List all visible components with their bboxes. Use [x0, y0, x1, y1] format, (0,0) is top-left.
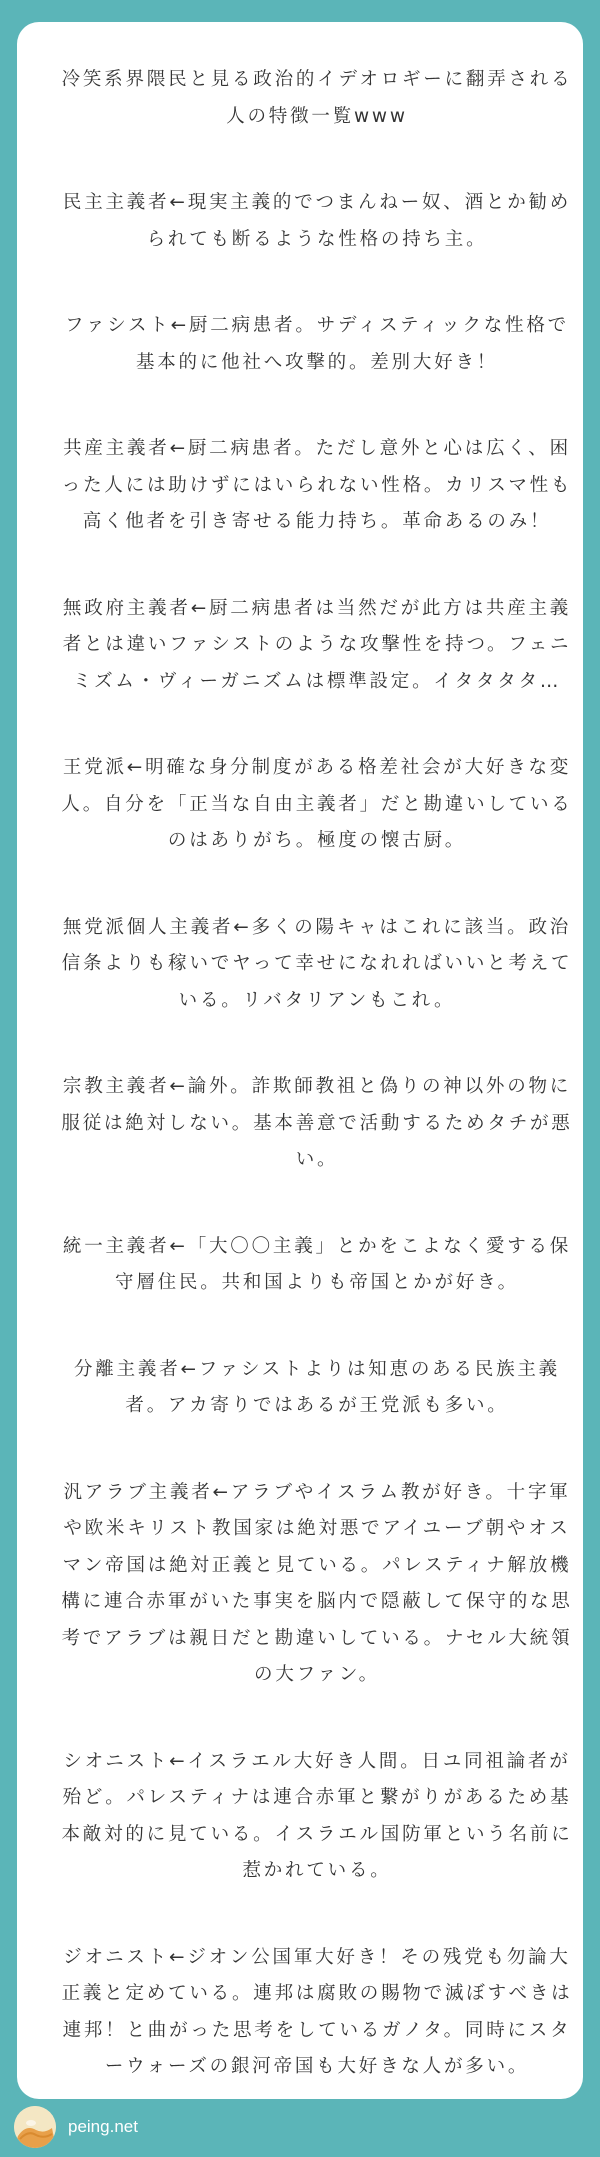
paragraph-anarchist: 無政府主義者←厨二病患者は当然だが此方は共産主義者とは違いファシストのような攻撃性を持つ。フェニミズム・ヴィーガニズムは標準設定。イタタタタ…	[62, 597, 572, 692]
paragraph-zeonist: ジオニスト←ジオン公国軍大好き！その残党も勿論大正義と定めている。連邦は腐敗の賜物で滅ぼすべきは連邦！と曲がった思考をしているガノタ。同時にスターウォーズの銀河帝国も大好きな人が多い。	[61, 1946, 573, 2077]
paragraph-pan-arab: 汎アラブ主義者←アラブやイスラム教が好き。十字軍や欧米キリスト教国家は絶対悪でアイユーブ朝やオスマン帝国は絶対正義と見ている。パレスティナ解放機構に連合赤軍がいた事実を脳内で隠蔽して保守的な思考でアラブは親日だと勘違いしている。ナセル大統領の大ファン。	[61, 1481, 573, 1685]
paragraph-democrat: 民主主義者←現実主義的でつまんねー奴、酒とか勧められても断るような性格の持ち主。	[62, 192, 572, 250]
question-text	[55, 62, 579, 2136]
question-card	[17, 22, 583, 2099]
paragraph-title: 冷笑系界隈民と見る政治的イデオロギーに翻弄される人の特徴一覧www	[61, 69, 573, 127]
paragraph-separatist: 分離主義者←ファシストよりは知恵のある民族主義者。アカ寄りではあるが王党派も多い。	[74, 1358, 560, 1416]
paragraph-unionist: 統一主義者←「大〇〇主義」とかをこよなく愛する保守層住民。共和国よりも帝国とかが好き。	[62, 1235, 572, 1293]
paragraph-royalist: 王党派←明確な身分制度がある格差社会が大好きな変人。自分を「正当な自由主義者」だと勘違いしているのはありがち。極度の懐古厨。	[61, 757, 573, 851]
paragraph-zionist: シオニスト←イスラエル大好き人間。日ユ同祖論者が殆ど。パレスティナは連合赤軍と繋がりがあるため基本敵対的に見ている。イスラエル国防軍という名前に惹かれている。	[61, 1750, 573, 1881]
peing-logo-icon	[14, 2106, 56, 2148]
paragraph-communist: 共産主義者←厨二病患者。ただし意外と心は広く、困った人には助けずにはいられない性格。カリスマ性も高く他者を引き寄せる能力持ち。革命あるのみ！	[61, 438, 573, 532]
footer	[14, 2104, 138, 2150]
brand-name[interactable]: peing.net	[68, 2117, 138, 2136]
paragraph-religious: 宗教主義者←論外。詐欺師教祖と偽りの神以外の物に服従は絶対しない。基本善意で活動するためタチが悪い。	[61, 1076, 573, 1170]
paragraph-fascist: ファシスト←厨二病患者。サディスティックな性格で基本的に他社へ攻撃的。差別大好き！	[65, 315, 569, 373]
paragraph-individualist: 無党派個人主義者←多くの陽キャはこれに該当。政治信条よりも稼いでヤって幸せになれればいいと考えている。リバタリアンもこれ。	[61, 916, 573, 1011]
